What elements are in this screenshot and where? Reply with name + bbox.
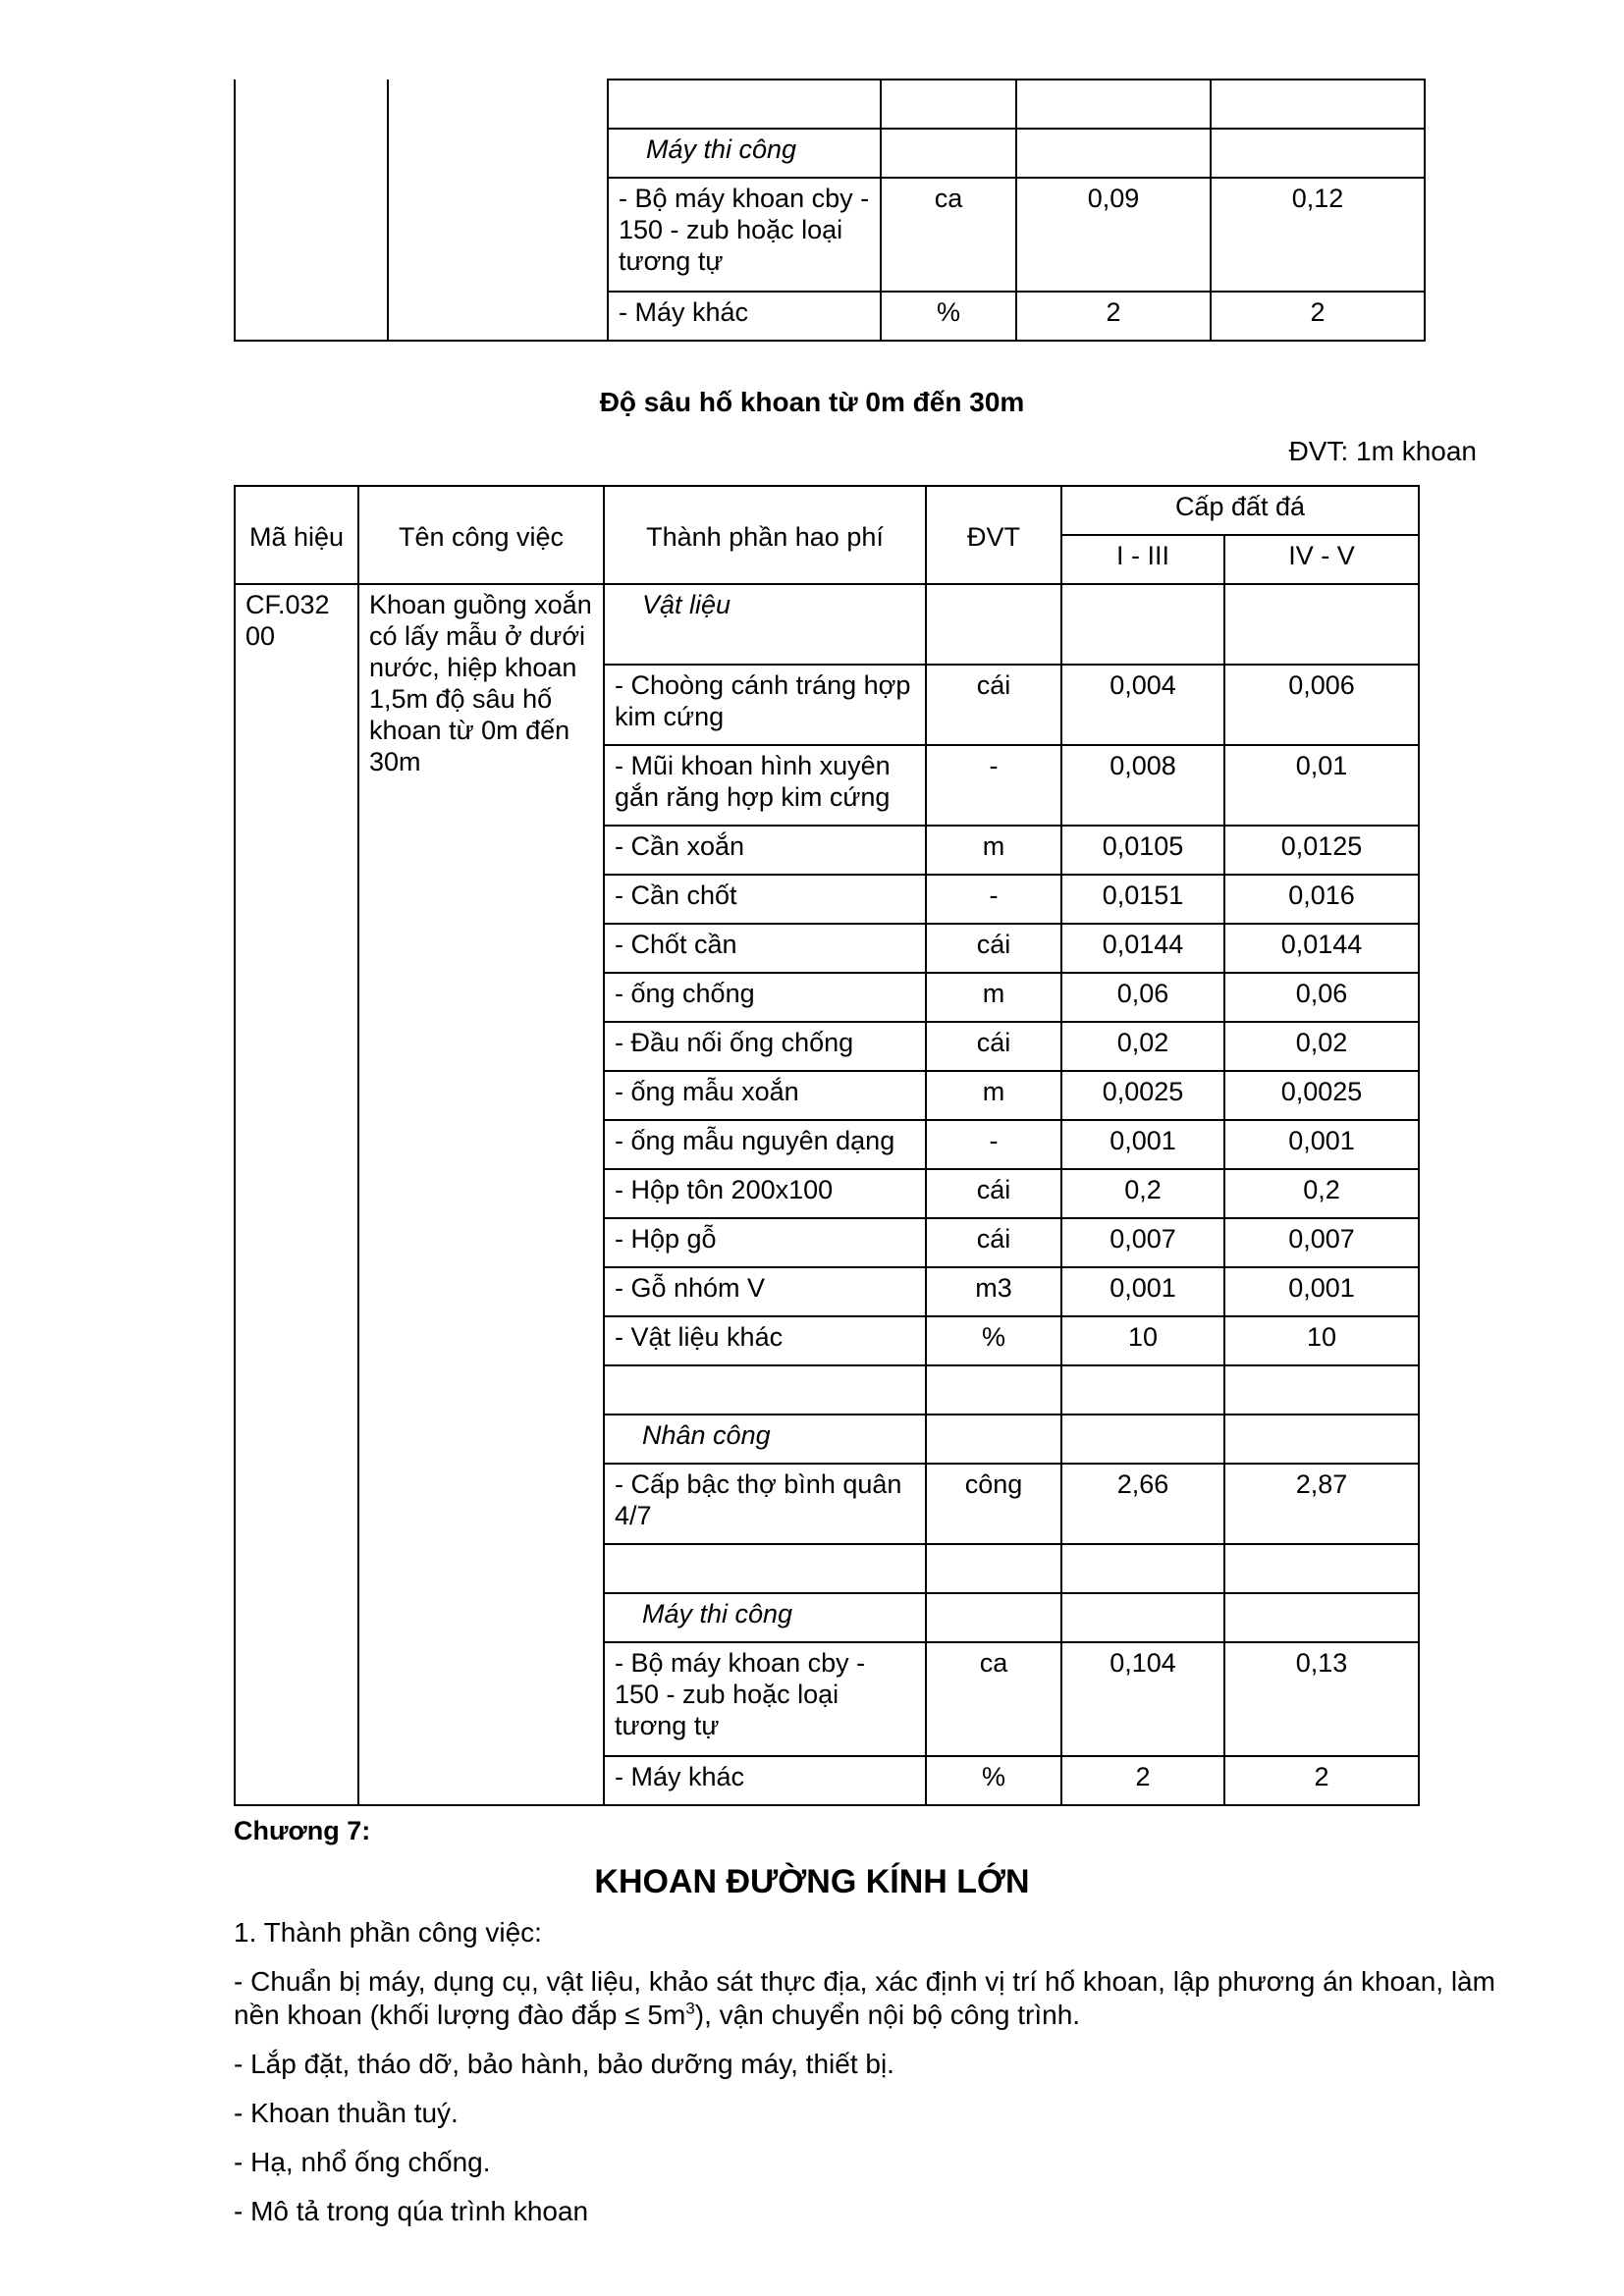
chapter-title: KHOAN ĐƯỜNG KÍNH LỚN	[594, 1863, 1030, 1900]
unit-cell	[926, 584, 1061, 665]
grade-1-cell: 0,007	[1061, 1218, 1224, 1267]
grade-1-cell: 0,001	[1061, 1120, 1224, 1169]
unit-cell: -	[926, 875, 1061, 924]
unit-cell: m	[926, 826, 1061, 875]
grade-2-cell: 0,016	[1224, 875, 1419, 924]
grade-2-cell: 2	[1224, 1756, 1419, 1805]
component-cell: - ống chống	[604, 973, 926, 1022]
work-description	[234, 1916, 1500, 2244]
norm-table-body	[235, 584, 1419, 1805]
grade-1-cell: 0,104	[1061, 1642, 1224, 1756]
grade-2-cell	[1211, 80, 1425, 129]
component-cell: Vật liệu	[604, 584, 926, 665]
component-cell: - ống mẫu xoắn	[604, 1071, 926, 1120]
component-cell: - Máy khác	[604, 1756, 926, 1805]
component-cell: - Máy khác	[608, 292, 881, 341]
grade-2-cell: 2	[1211, 292, 1425, 341]
grade-2-cell	[1224, 1415, 1419, 1464]
component-cell: - Đầu nối ống chống	[604, 1022, 926, 1071]
grade-1-cell	[1061, 584, 1224, 665]
component-cell: - Gỗ nhóm V	[604, 1267, 926, 1316]
continuation-table	[234, 79, 1426, 342]
component-cell: - Cấp bậc thợ bình quân 4/7	[604, 1464, 926, 1544]
unit-cell: -	[926, 745, 1061, 826]
component-cell: - Bộ máy khoan cby - 150 - zub hoặc loại tương tự	[608, 178, 881, 292]
component-cell	[604, 1365, 926, 1415]
chapter-label: Chương 7:	[234, 1816, 371, 1845]
norm-table	[234, 485, 1420, 1806]
grade-2-cell: 0,01	[1224, 745, 1419, 826]
unit-cell: %	[926, 1316, 1061, 1365]
header-grade-2: IV - V	[1224, 535, 1419, 584]
header-component: Thành phần hao phí	[604, 486, 926, 584]
component-cell: Nhân công	[604, 1415, 926, 1464]
superscript: 3	[685, 1999, 695, 2018]
unit-cell: m3	[926, 1267, 1061, 1316]
grade-2-cell: 0,0144	[1224, 924, 1419, 973]
component-cell: - Choòng cánh tráng hợp kim cứng	[604, 665, 926, 745]
unit-cell	[926, 1593, 1061, 1642]
section-title: Độ sâu hố khoan từ 0m đến 30m	[599, 387, 1025, 417]
grade-1-cell: 0,06	[1061, 973, 1224, 1022]
unit-cell: công	[926, 1464, 1061, 1544]
grade-1-cell	[1061, 1593, 1224, 1642]
grade-2-cell	[1224, 584, 1419, 665]
table-row	[235, 584, 1419, 665]
grade-2-cell: 10	[1224, 1316, 1419, 1365]
grade-1-cell: 2	[1016, 292, 1211, 341]
unit-cell: cái	[926, 1169, 1061, 1218]
header-unit: ĐVT	[926, 486, 1061, 584]
unit-cell	[881, 129, 1016, 178]
header-code: Mã hiệu	[235, 486, 358, 584]
unit-cell: %	[881, 292, 1016, 341]
work-name: Khoan guồng xoắn có lấy mẫu ở dưới nước, hiệp khoan 1,5m độ sâu hố khoan từ 0m đến 30m	[358, 584, 604, 1805]
paragraph-text: - Chuẩn bị máy, dụng cụ, vật liệu, khảo sát thực địa, xác định vị trí hố khoan, lập phương án khoan, làm nền khoan (khối lượng đào đắp ≤ 5m	[234, 1966, 1495, 2030]
grade-2-cell: 0,0025	[1224, 1071, 1419, 1120]
unit-cell: cái	[926, 1218, 1061, 1267]
grade-1-cell: 0,2	[1061, 1169, 1224, 1218]
grade-2-cell	[1224, 1593, 1419, 1642]
component-cell: - Cần chốt	[604, 875, 926, 924]
unit-cell: cái	[926, 665, 1061, 745]
grade-2-cell	[1224, 1365, 1419, 1415]
header-grade-1: I - III	[1061, 535, 1224, 584]
grade-1-cell	[1061, 1415, 1224, 1464]
unit-cell: m	[926, 973, 1061, 1022]
paragraph-text: ), vận chuyển nội bộ công trình.	[694, 2000, 1081, 2030]
grade-1-cell	[1061, 1365, 1224, 1415]
unit-cell	[926, 1365, 1061, 1415]
grade-2-cell: 0,13	[1224, 1642, 1419, 1756]
grade-2-cell: 0,12	[1211, 178, 1425, 292]
component-cell: - Mũi khoan hình xuyên gắn răng hợp kim cứng	[604, 745, 926, 826]
grade-1-cell	[1061, 1544, 1224, 1593]
grade-2-cell: 0,0125	[1224, 826, 1419, 875]
grade-1-cell: 0,02	[1061, 1022, 1224, 1071]
unit-cell	[926, 1415, 1061, 1464]
header-work: Tên công việc	[358, 486, 604, 584]
grade-2-cell: 0,02	[1224, 1022, 1419, 1071]
grade-2-cell: 0,001	[1224, 1120, 1419, 1169]
grade-1-cell: 0,001	[1061, 1267, 1224, 1316]
unit-cell: -	[926, 1120, 1061, 1169]
component-cell: - Hộp gỗ	[604, 1218, 926, 1267]
code-cell	[235, 80, 388, 341]
paragraph: - Hạ, nhổ ống chống.	[234, 2147, 491, 2177]
component-cell: - Chốt cần	[604, 924, 926, 973]
grade-1-cell	[1016, 129, 1211, 178]
grade-2-cell: 0,007	[1224, 1218, 1419, 1267]
paragraph: 1. Thành phần công việc:	[234, 1917, 542, 1948]
component-cell: - ống mẫu nguyên dạng	[604, 1120, 926, 1169]
grade-1-cell: 0,0144	[1061, 924, 1224, 973]
grade-2-cell: 0,001	[1224, 1267, 1419, 1316]
component-cell: - Cần xoắn	[604, 826, 926, 875]
paragraph: - Lắp đặt, tháo dỡ, bảo hành, bảo dưỡng máy, thiết bị.	[234, 2049, 894, 2079]
grade-1-cell: 2,66	[1061, 1464, 1224, 1544]
unit-cell: ca	[926, 1642, 1061, 1756]
header-grade: Cấp đất đá	[1061, 486, 1419, 535]
grade-1-cell: 0,0025	[1061, 1071, 1224, 1120]
component-cell: - Bộ máy khoan cby - 150 - zub hoặc loại tương tự	[604, 1642, 926, 1756]
unit-note: ĐVT: 1m khoan	[1288, 436, 1477, 466]
unit-cell: cái	[926, 1022, 1061, 1071]
component-cell: Máy thi công	[604, 1593, 926, 1642]
work-cell	[388, 80, 608, 341]
grade-1-cell: 10	[1061, 1316, 1224, 1365]
unit-cell: %	[926, 1756, 1061, 1805]
unit-cell	[881, 80, 1016, 129]
grade-2-cell	[1211, 129, 1425, 178]
grade-1-cell: 0,008	[1061, 745, 1224, 826]
grade-1-cell	[1016, 80, 1211, 129]
paragraph	[234, 1965, 1500, 2032]
grade-1-cell: 0,09	[1016, 178, 1211, 292]
grade-2-cell: 2,87	[1224, 1464, 1419, 1544]
grade-2-cell: 0,2	[1224, 1169, 1419, 1218]
grade-2-cell: 0,06	[1224, 973, 1419, 1022]
grade-1-cell: 2	[1061, 1756, 1224, 1805]
component-cell: - Hộp tôn 200x100	[604, 1169, 926, 1218]
paragraph: - Khoan thuần tuý.	[234, 2098, 459, 2128]
unit-cell: cái	[926, 924, 1061, 973]
component-cell: Máy thi công	[608, 129, 881, 178]
component-cell	[608, 80, 881, 129]
grade-1-cell: 0,004	[1061, 665, 1224, 745]
continuation-table-body	[235, 80, 1425, 341]
unit-cell: m	[926, 1071, 1061, 1120]
unit-cell	[926, 1544, 1061, 1593]
component-cell	[604, 1544, 926, 1593]
paragraph: - Mô tả trong qúa trình khoan	[234, 2196, 589, 2226]
work-code: CF.032 00	[235, 584, 358, 1805]
grade-2-cell: 0,006	[1224, 665, 1419, 745]
grade-1-cell: 0,0151	[1061, 875, 1224, 924]
grade-1-cell: 0,0105	[1061, 826, 1224, 875]
component-cell: - Vật liệu khác	[604, 1316, 926, 1365]
unit-cell: ca	[881, 178, 1016, 292]
grade-2-cell	[1224, 1544, 1419, 1593]
